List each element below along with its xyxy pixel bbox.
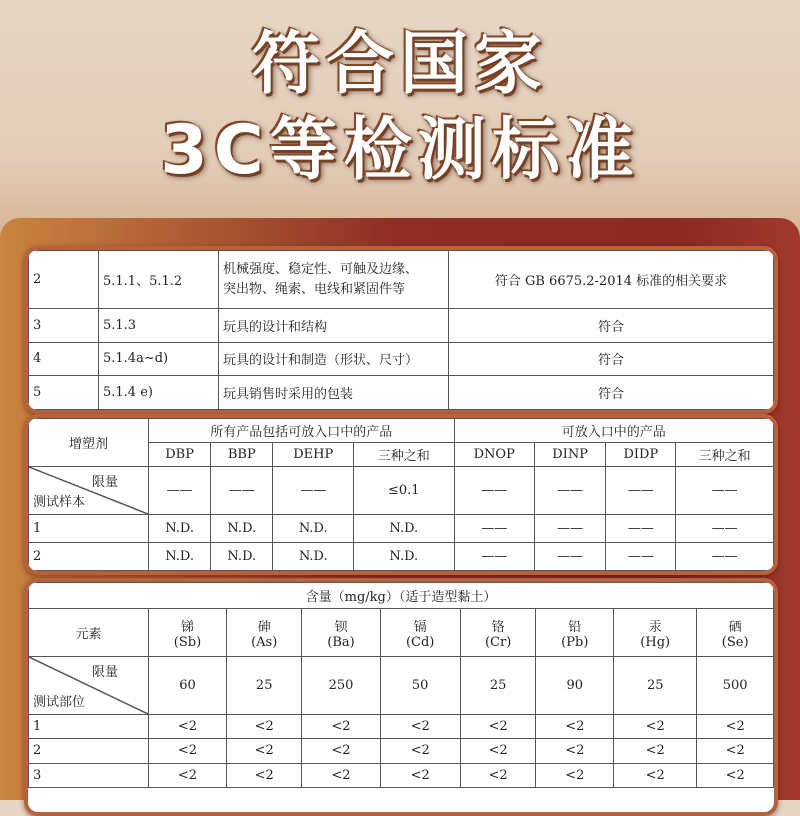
element-symbol: (Se) (721, 634, 749, 650)
cell-value: N.D. (273, 543, 354, 571)
element-symbol: (Ba) (327, 634, 355, 650)
cell-value: —— (676, 543, 774, 571)
element-symbol: (As) (251, 634, 278, 650)
element-header (460, 609, 536, 657)
limit-value: —— (676, 467, 774, 515)
clause: 5.1.1、5.1.2 (99, 251, 219, 309)
cell-value: <2 (536, 763, 614, 787)
test-items-table (28, 250, 774, 410)
table-header-row (29, 419, 774, 443)
cell-value: <2 (226, 763, 301, 787)
limit-row (29, 657, 774, 715)
element-symbol: (Cd) (405, 634, 435, 650)
column-header: DNOP (454, 443, 534, 467)
diagonal-top-label: 限量 (91, 665, 118, 680)
content-header: 含量（mg/kg）（适于造型黏土） (29, 583, 774, 609)
test-item-line-1: 机械强度、稳定性、可触及边缘、 (223, 261, 419, 277)
cell-value: <2 (697, 739, 774, 763)
element-header (380, 609, 460, 657)
element-header (697, 609, 774, 657)
column-header: DEHP (273, 443, 354, 467)
cell-value: <2 (460, 739, 536, 763)
cell-value: —— (676, 515, 774, 543)
result: 符合 (449, 309, 774, 343)
table-row (29, 739, 774, 763)
cell-value: <2 (697, 763, 774, 787)
cell-value: <2 (536, 715, 614, 739)
limit-value: —— (211, 467, 273, 515)
cell-value: —— (534, 515, 605, 543)
limit-value: —— (606, 467, 676, 515)
result: 符合 (449, 342, 774, 376)
cell-value: —— (454, 515, 534, 543)
diagonal-bottom-label: 测试样本 (33, 495, 86, 510)
table-row (29, 715, 774, 739)
row-number: 4 (29, 342, 99, 376)
row-number: 3 (29, 309, 99, 343)
cell-value: —— (606, 515, 676, 543)
sample-label: 1 (29, 515, 149, 543)
element-name: 硒 (728, 619, 742, 635)
limit-value: ≤0.1 (354, 467, 455, 515)
cell-value: —— (454, 543, 534, 571)
element-symbol: (Pb) (561, 634, 589, 650)
element-name: 汞 (648, 619, 662, 635)
cell-value: <2 (460, 763, 536, 787)
plasticizer-table-card (24, 414, 778, 575)
cell-value: —— (534, 543, 605, 571)
clause: 5.1.4 e) (99, 376, 219, 410)
part-label: 3 (29, 763, 149, 787)
table-row (29, 309, 774, 343)
column-header: DBP (149, 443, 211, 467)
limit-value: —— (273, 467, 354, 515)
row-number: 5 (29, 376, 99, 410)
heavy-metal-table (28, 582, 774, 788)
cell-value: —— (606, 543, 676, 571)
diagonal-bottom-label: 测试部位 (33, 695, 86, 710)
element-header (149, 609, 227, 657)
sample-label: 2 (29, 543, 149, 571)
cell-value: <2 (149, 763, 227, 787)
part-label: 1 (29, 715, 149, 739)
cell-value: N.D. (149, 543, 211, 571)
element-symbol: (Sb) (173, 634, 202, 650)
diagonal-header-cell (29, 657, 149, 715)
heading-line-2: 3C等检测标准 (160, 111, 640, 190)
group-header-mouthable: 可放入口中的产品 (454, 419, 773, 443)
element-header (614, 609, 697, 657)
element-name: 镉 (413, 619, 427, 635)
element-label: 元素 (29, 609, 149, 657)
table-row (29, 543, 774, 571)
clause: 5.1.3 (99, 309, 219, 343)
plasticizer-table (28, 418, 774, 571)
element-header-row (29, 609, 774, 657)
limit-value: 90 (536, 657, 614, 715)
cell-value: <2 (302, 715, 380, 739)
cell-value: <2 (380, 739, 460, 763)
cell-value: N.D. (273, 515, 354, 543)
cell-value: N.D. (354, 515, 455, 543)
clause: 5.1.4a~d) (99, 342, 219, 376)
limit-value: —— (149, 467, 211, 515)
element-header (536, 609, 614, 657)
cell-value: <2 (460, 715, 536, 739)
test-item (219, 251, 449, 309)
element-symbol: (Cr) (484, 634, 512, 650)
column-header: DINP (534, 443, 605, 467)
cell-value: <2 (302, 739, 380, 763)
cell-value: <2 (614, 739, 697, 763)
table-row (29, 376, 774, 410)
result: 符合 (449, 376, 774, 410)
limit-value: 25 (614, 657, 697, 715)
heavy-metal-table-card (24, 578, 778, 816)
test-item: 玩具的设计和制造（形状、尺寸） (219, 342, 449, 376)
cell-value: <2 (697, 715, 774, 739)
limit-value: —— (534, 467, 605, 515)
limit-value: 25 (460, 657, 536, 715)
table-row (29, 342, 774, 376)
cell-value: <2 (614, 763, 697, 787)
limit-value: 60 (149, 657, 227, 715)
table-row (29, 515, 774, 543)
element-name: 铬 (491, 619, 505, 635)
cell-value: <2 (380, 763, 460, 787)
diagonal-header-cell (29, 467, 149, 515)
corner-label: 增塑剂 (29, 419, 149, 467)
element-header (302, 609, 380, 657)
element-header (226, 609, 301, 657)
cell-value: N.D. (211, 543, 273, 571)
diagonal-top-label: 限量 (91, 475, 118, 490)
cell-value: <2 (149, 715, 227, 739)
limit-value: 50 (380, 657, 460, 715)
limit-value: 500 (697, 657, 774, 715)
limit-row (29, 467, 774, 515)
cell-value: <2 (536, 739, 614, 763)
heading-line-1: 符合国家 (251, 25, 548, 104)
column-header: 三种之和 (354, 443, 455, 467)
cell-value: <2 (614, 715, 697, 739)
test-items-table-card (24, 246, 778, 414)
cell-value: N.D. (354, 543, 455, 571)
element-name: 钡 (334, 619, 348, 635)
table-header-row (29, 583, 774, 609)
cell-value: <2 (226, 739, 301, 763)
cell-value: <2 (226, 715, 301, 739)
element-name: 砷 (257, 619, 271, 635)
column-header: DIDP (606, 443, 676, 467)
cell-value: N.D. (211, 515, 273, 543)
column-header: 三种之和 (676, 443, 774, 467)
limit-value: 250 (302, 657, 380, 715)
element-symbol: (Hg) (640, 634, 671, 650)
limit-value: 25 (226, 657, 301, 715)
part-label: 2 (29, 739, 149, 763)
test-item-line-2: 突出物、绳索、电线和紧固件等 (223, 281, 406, 297)
element-name: 铅 (568, 619, 582, 635)
cell-value: <2 (149, 739, 227, 763)
row-number: 2 (29, 251, 99, 309)
table-row (29, 251, 774, 309)
cell-value: <2 (380, 715, 460, 739)
column-header: BBP (211, 443, 273, 467)
group-header-all-products: 所有产品包括可放入口中的产品 (149, 419, 455, 443)
test-item: 玩具的设计和结构 (219, 309, 449, 343)
cell-value: N.D. (149, 515, 211, 543)
result: 符合 GB 6675.2-2014 标准的相关要求 (449, 251, 774, 309)
element-name: 锑 (180, 619, 194, 635)
test-item: 玩具销售时采用的包装 (219, 376, 449, 410)
limit-value: —— (454, 467, 534, 515)
cell-value: <2 (302, 763, 380, 787)
table-row (29, 763, 774, 787)
